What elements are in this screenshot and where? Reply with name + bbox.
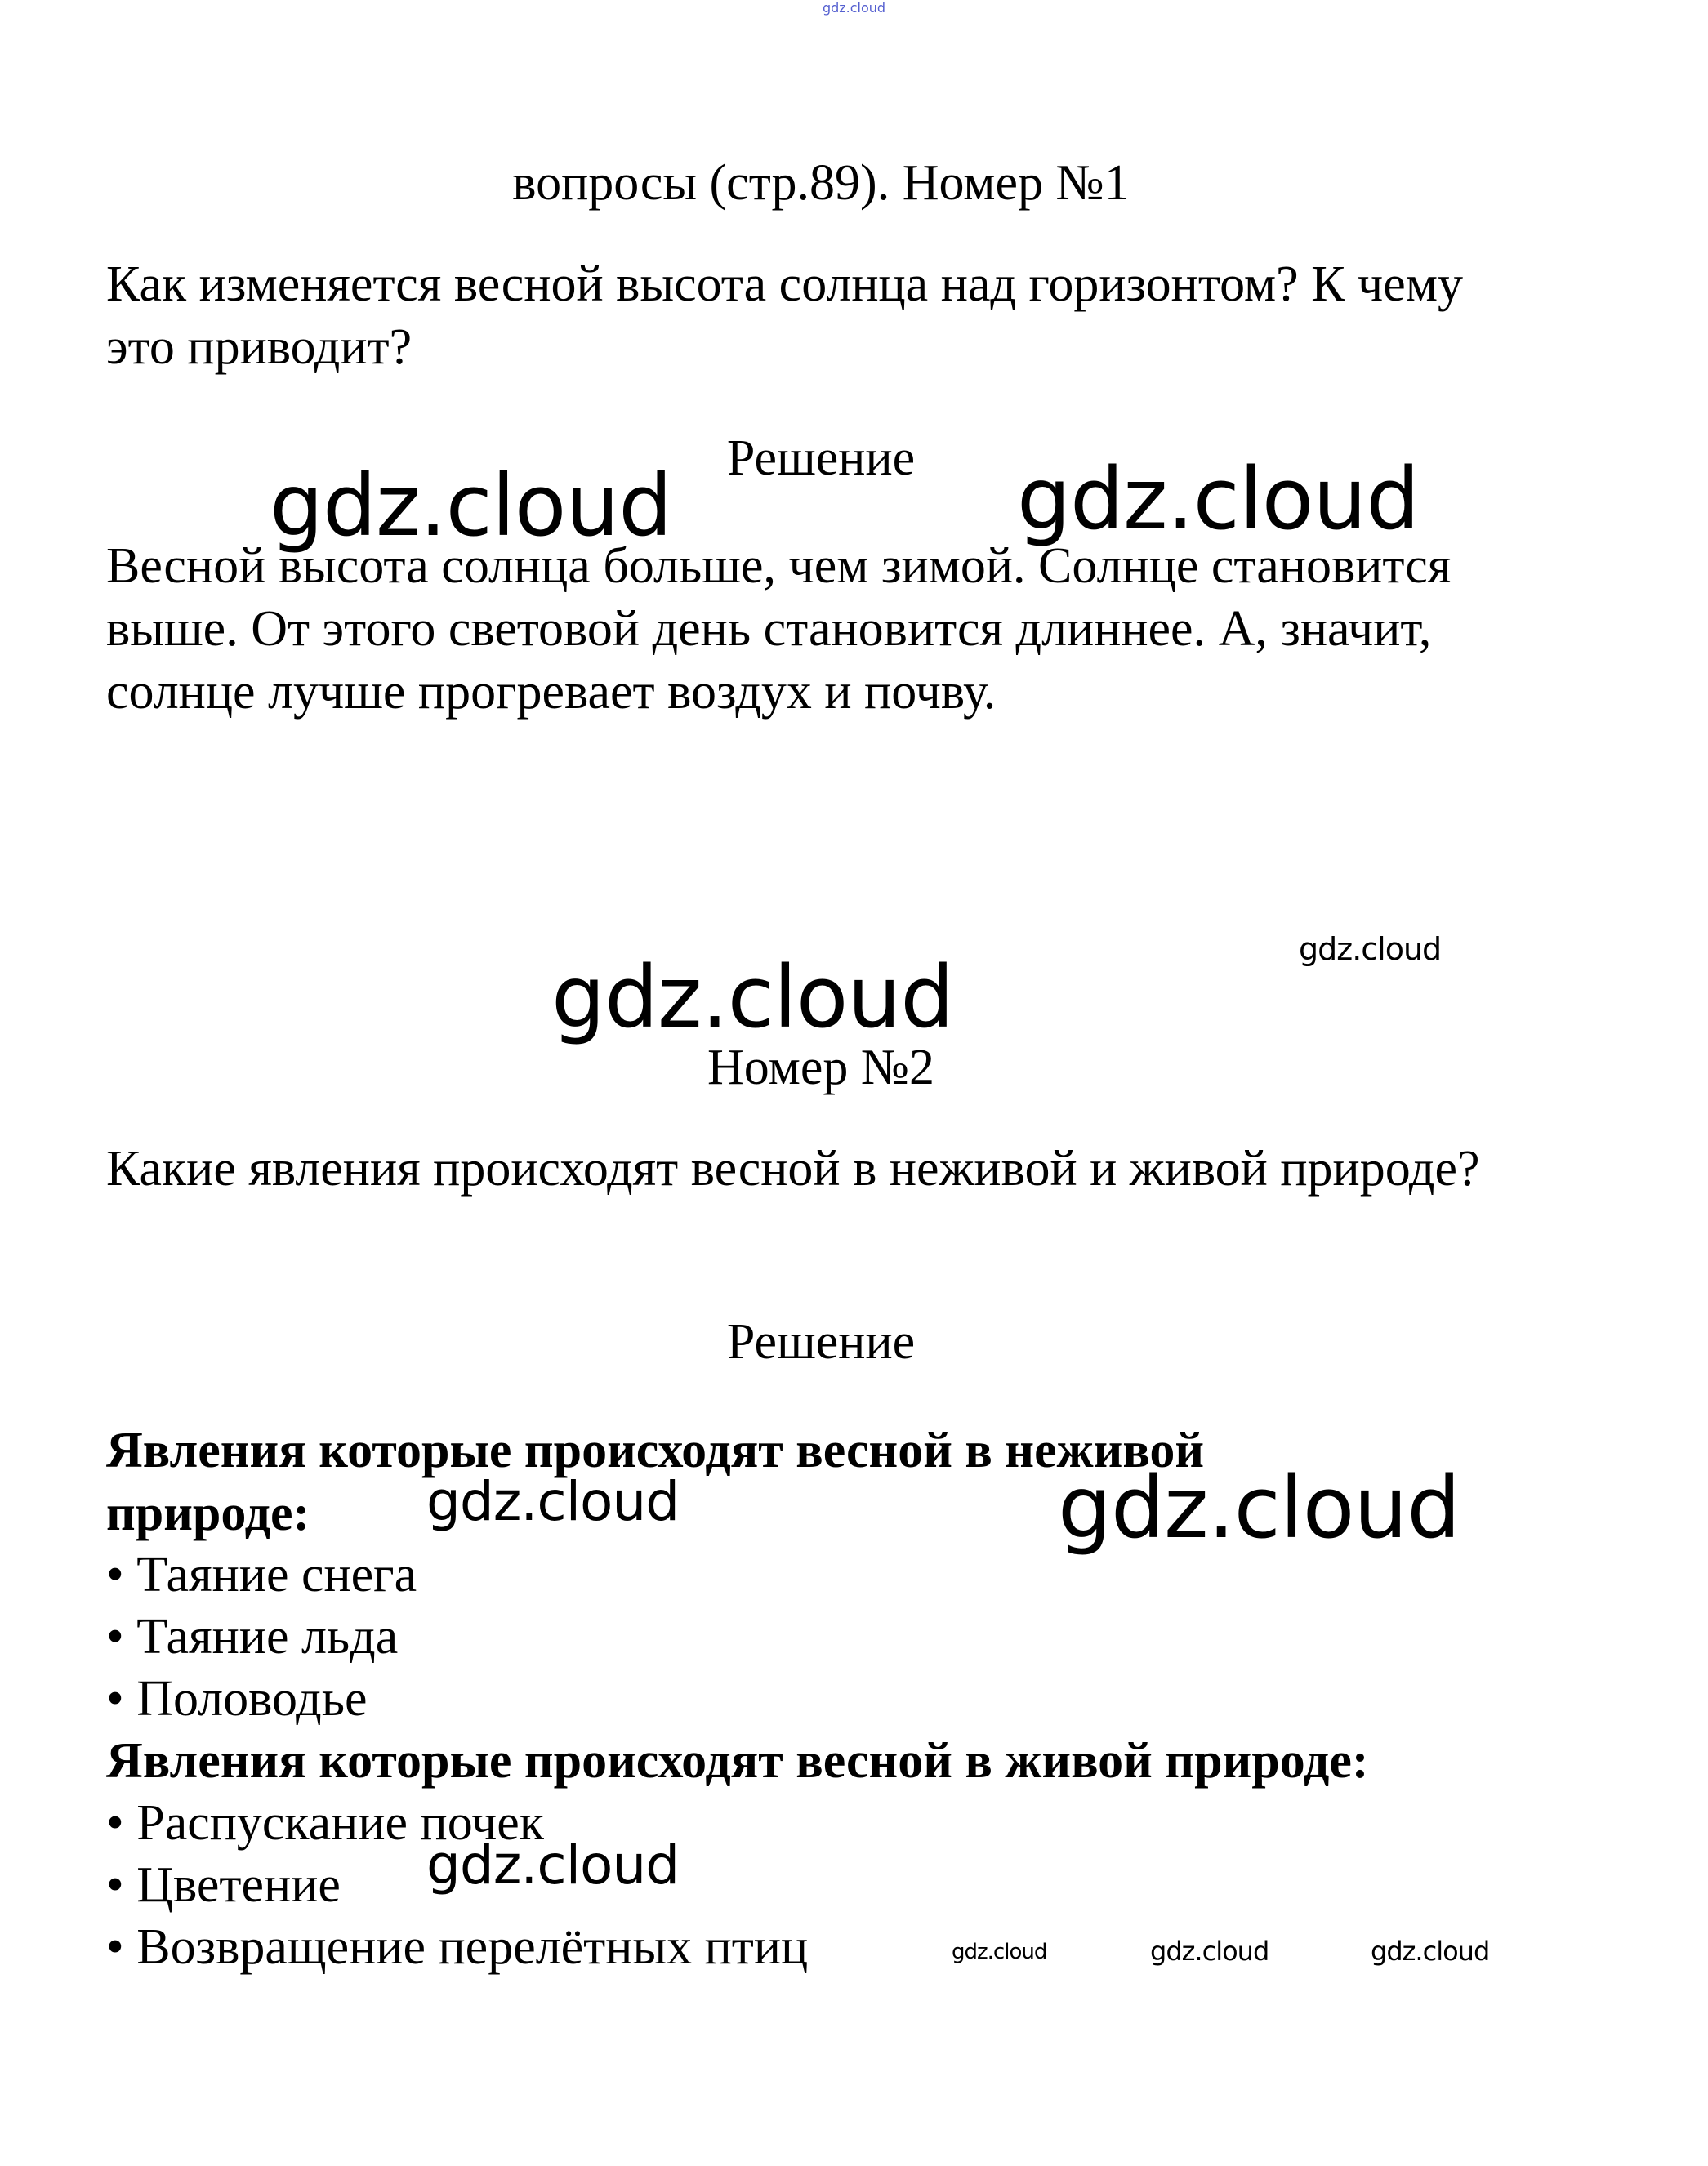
list-item: • Возвращение перелётных птиц [106, 1916, 808, 1978]
watermark: gdz.cloud [1150, 1936, 1269, 1967]
list-item: • Цветение [106, 1854, 808, 1916]
nonliving-list [106, 1544, 417, 1730]
watermark: gdz.cloud [270, 456, 672, 555]
watermark: gdz.cloud [1017, 449, 1420, 549]
living-title: Явления которые происходят весной в живой природе: [106, 1733, 1369, 1789]
list-item: • Таяние снега [106, 1544, 417, 1606]
watermark: gdz.cloud [426, 1470, 680, 1533]
list-item: • Половодье [106, 1668, 417, 1730]
watermark: gdz.cloud [1058, 1458, 1460, 1558]
task1-heading: вопросы (стр.89). Номер №1 [512, 155, 1130, 211]
task2-heading: Номер №2 [707, 1040, 934, 1095]
watermark: gdz.cloud [1371, 1936, 1490, 1967]
watermark: gdz.cloud [952, 1940, 1047, 1964]
watermark: gdz.cloud [426, 1834, 680, 1896]
nonliving-title: Явления которые происходят весной в неживой природе: [106, 1423, 1205, 1541]
watermark: gdz.cloud [1299, 931, 1442, 967]
task1-solution-label: Решение [726, 430, 916, 486]
task2-solution-label: Решение [726, 1314, 916, 1370]
list-item: • Таяние льда [106, 1606, 417, 1668]
list-item: • Распускание почек [106, 1792, 808, 1854]
site-mark: gdz.cloud [822, 0, 886, 16]
task1-question: Как изменяется весной высота солнца над горизонтом? К чему это приводит? [106, 256, 1463, 375]
task2-question: Какие явления происходят весной в неживой и живой природе? [106, 1141, 1480, 1197]
watermark: gdz.cloud [551, 947, 954, 1047]
task1-answer: Весной высота солнца больше, чем зимой. Солнце становится выше. От этого световой день становится длиннее. А, значит, солнце лучше прогревает воздух и почву. [106, 538, 1452, 720]
